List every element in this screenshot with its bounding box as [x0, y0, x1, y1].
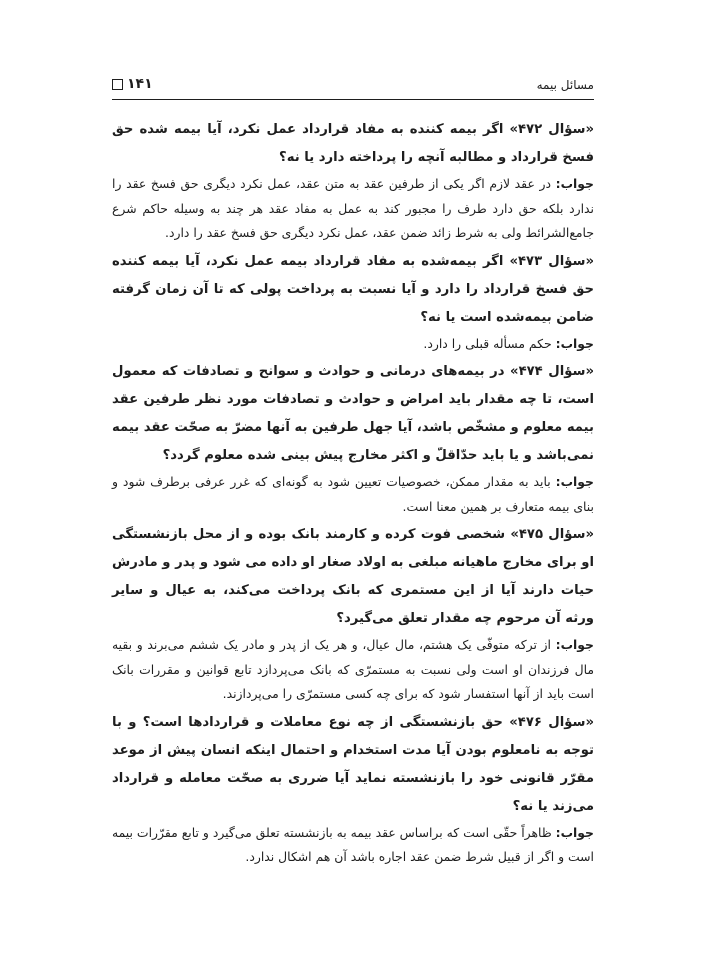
- question-label: «سؤال ۴۷۵»: [510, 527, 595, 542]
- header-rule: [112, 99, 594, 100]
- question-474: [112, 358, 594, 470]
- question-475: [112, 521, 594, 633]
- answer-474: [112, 470, 594, 519]
- qa-content: [112, 116, 594, 870]
- running-title: مسائل بیمه: [536, 78, 594, 92]
- question-text: حق بازنشستگی از چه نوع معاملات و قراردادها است؟ و با توجه به نامعلوم بودن آیا مدت استخدام و احتمال اینکه انسان پیش از موعد مقرّر قانونی خود را بازنشسته نماید آیا ضرری به صحّت معامله و قرارداد می‌زند یا نه؟: [112, 714, 594, 814]
- question-label: «سؤال ۴۷۳»: [509, 253, 594, 269]
- question-text: در بیمه‌های درمانی و حوادث و سوانح و تصادفات که معمول است، تا چه مقدار باید امراض و حوادث و تصادفات مورد نظر طرفین عقد بیمه معلوم و مشخّص باشد، آیا جهل طرفین به آنها مضرّ به صحّت عقد بیمه نمی‌باشد و یا باید حدّاقلّ و اکثر مخارج پیش بینی شده معلوم گردد؟: [112, 364, 594, 463]
- question-text: اگر بیمه‌شده به مفاد قرارداد بیمه عمل نکرد، آیا بیمه کننده حق فسخ قرارداد را دارد و آیا نسبت به پرداخت پولی که تا آن زمان گرفته ضامن بیمه‌شده است یا نه؟: [112, 253, 594, 325]
- page-number: ۱۴۱: [127, 76, 153, 92]
- question-text: شخصی فوت کرده و کارمند بانک بوده و از محل بازنشستگی او برای مخارج ماهیانه مبلغی به اولاد صغار او داده می شود و پدر و مادرش حیات دارند آیا از این مستمری که بانک پرداخت می‌کند، به عیال و سایر ورثه آن مرحوم چه مقدار تعلق می‌گیرد؟: [112, 527, 594, 626]
- page-box-icon: [112, 79, 123, 90]
- answer-text: حکم مسأله قبلی را دارد.: [423, 335, 552, 351]
- answer-476: [112, 821, 594, 870]
- question-476: [112, 709, 594, 821]
- question-473: [112, 248, 594, 332]
- answer-label: جواب:: [555, 824, 594, 840]
- question-text: اگر بیمه کننده به مفاد قرارداد عمل نکرد، آیا بیمه شده حق فسخ قرارداد و مطالبه آنچه را پرداخته دارد یا نه؟: [112, 122, 594, 165]
- answer-text: از ترکه متوفّی یک هشتم، مال عیال، و هر یک از پدر و مادر یک ششم می‌برند و بقیه مال فرزندان او است ولی نسبت به مستمرّی که بانک می‌پردازد تابع قوانین و مقررات بانک است باید از آنها استفسار شود که برای چه کسی مستمرّی را می‌پردازند.: [112, 637, 594, 701]
- page-header: [112, 76, 594, 96]
- question-label: «سؤال ۴۷۴»: [510, 364, 595, 379]
- question-label: «سؤال ۴۷۶»: [509, 714, 595, 730]
- answer-label: جواب:: [555, 637, 594, 652]
- answer-label: جواب:: [555, 176, 594, 191]
- answer-text: باید به مقدار ممکن، خصوصیات تعیین شود به گونه‌ای که غرر عرفی برطرف شود و بنای بیمه متعارف بر همین معنا است.: [112, 474, 594, 514]
- answer-label: جواب:: [555, 474, 594, 489]
- answer-475: [112, 633, 594, 707]
- question-label: «سؤال ۴۷۲»: [509, 122, 595, 137]
- answer-text: ظاهراً حقّی است که براساس عقد بیمه به بازنشسته تعلق می‌گیرد و تابع مقرّرات بیمه است و اگر از قبیل شرط ضمن عقد اجاره باشد آن هم اشکال ندارد.: [112, 824, 594, 864]
- answer-472: [112, 172, 594, 246]
- answer-text: در عقد لازم اگر یکی از طرفین عقد به متن عقد، عمل نکرد دیگری حق فسخ عقد را ندارد بلکه حق دارد طرف را مجبور کند به عمل به مفاد عقد هر چند به وسیله حاکم شرع جامع‌الشرائط ولی به شرط زائد ضمن عقد، عمل نکرد دیگری حق فسخ عقد را دارد.: [112, 176, 594, 240]
- answer-473: [112, 332, 594, 357]
- question-472: [112, 116, 594, 172]
- answer-label: جواب:: [555, 335, 594, 351]
- page-number-group: [112, 76, 153, 92]
